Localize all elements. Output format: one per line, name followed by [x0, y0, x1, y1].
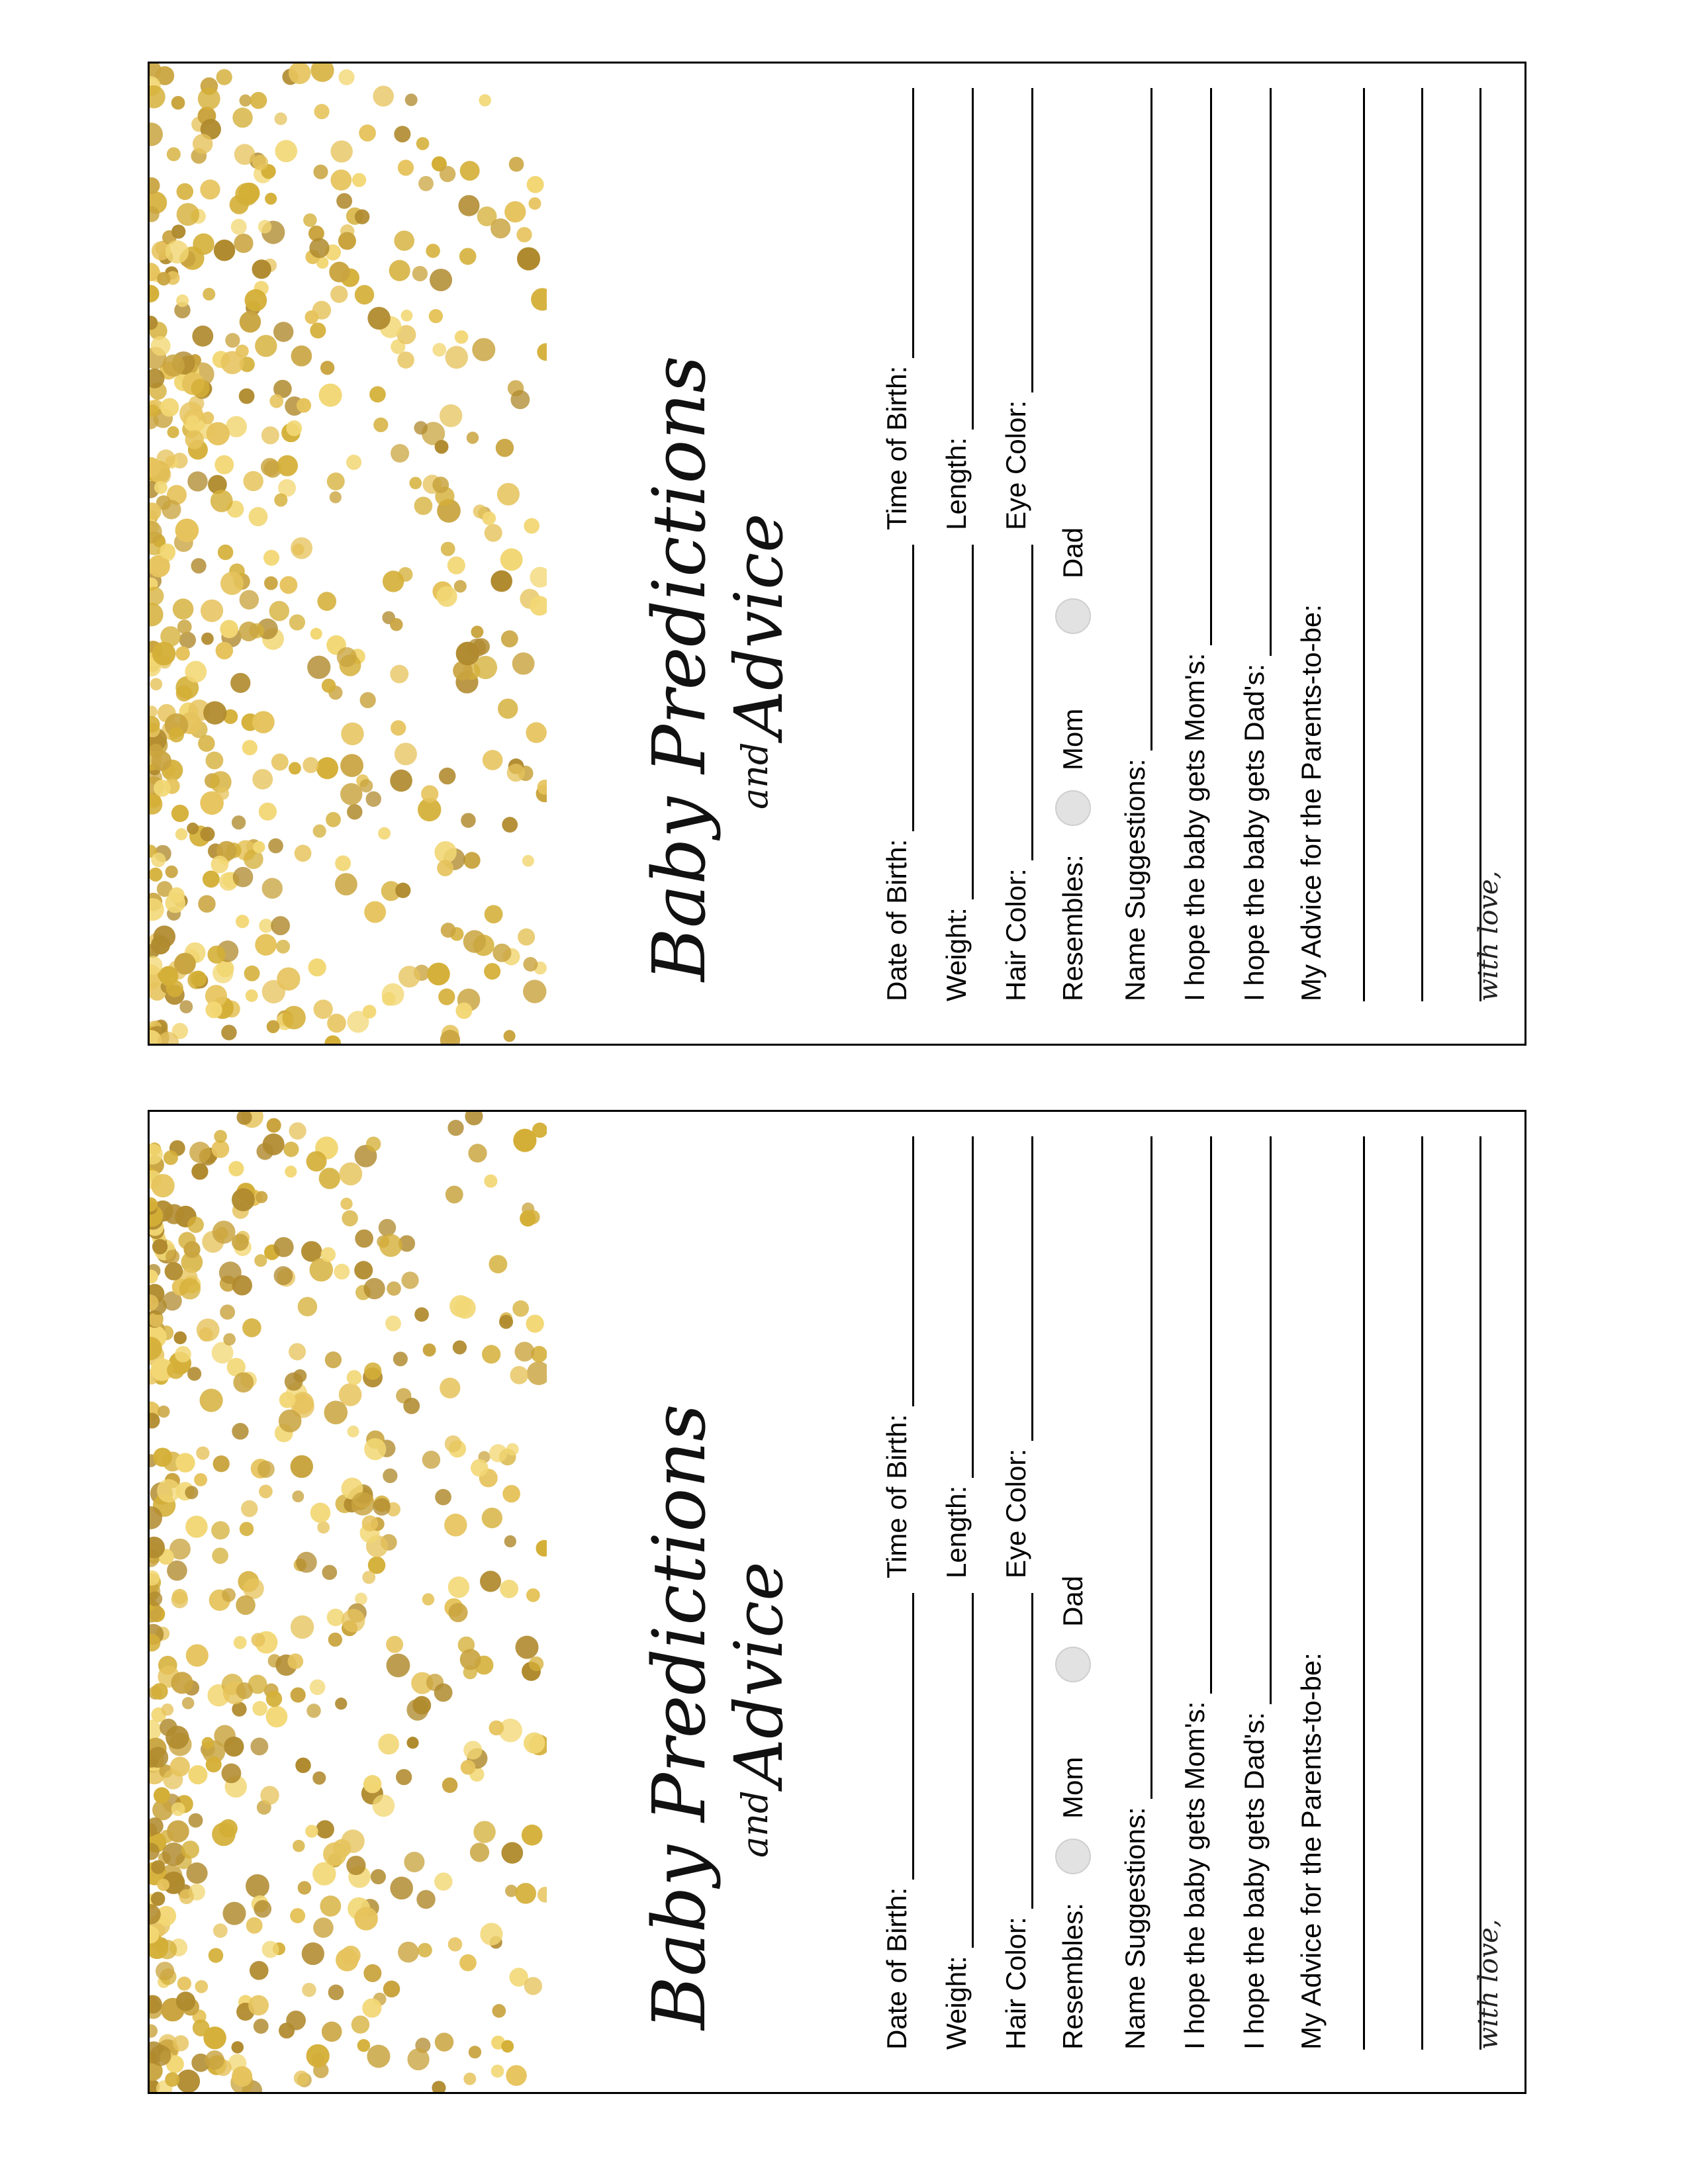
dads-traits-label: I hope the baby gets Dad's: [1239, 663, 1270, 1001]
card-top [148, 62, 1526, 1046]
time-of-birth-label: Time of Birth: [881, 365, 912, 530]
date-of-birth-field[interactable] [874, 1593, 914, 2050]
date-of-birth-label: Date of Birth: [881, 839, 912, 1001]
weight-field[interactable] [934, 545, 974, 1001]
length-label: Length: [941, 1485, 972, 1578]
eye-color-label: Eye Color: [1000, 400, 1031, 530]
advice-line[interactable] [1421, 88, 1423, 1001]
form-title: Baby Predictions [637, 1404, 722, 2030]
moms-traits-field[interactable] [1172, 88, 1212, 1001]
row-advice [1291, 88, 1331, 1001]
subtitle-amp: and [734, 742, 776, 809]
name-suggestions-field[interactable] [1113, 1136, 1152, 2050]
hair-color-field[interactable] [994, 1593, 1033, 2050]
row-advice [1291, 1136, 1331, 2050]
subtitle-text: Advice [720, 1561, 798, 1787]
mom-option-label: Mom [1057, 708, 1088, 770]
advice-line[interactable] [1479, 88, 1481, 1001]
length-field[interactable] [934, 88, 974, 530]
row-resembles [1053, 88, 1093, 1001]
hair-color-field[interactable] [994, 545, 1033, 1001]
hair-color-label: Hair Color: [1000, 1917, 1031, 2050]
row-names [1113, 1136, 1152, 2050]
row-moms [1172, 88, 1212, 1001]
length-field[interactable] [934, 1136, 974, 1578]
dad-radio[interactable] [1055, 598, 1091, 634]
advice-label: My Advice for the Parents-to-be: [1295, 1653, 1327, 2050]
card-bottom [148, 1110, 1526, 2094]
weight-field[interactable] [934, 1593, 974, 2050]
name-suggestions-label: Name Suggestions: [1119, 1807, 1150, 2050]
form-content [150, 64, 1526, 1046]
resembles-dad-option[interactable] [1053, 527, 1093, 634]
date-of-birth-label: Date of Birth: [881, 1887, 912, 2050]
row-birth [874, 88, 914, 1001]
form-subtitle [719, 1130, 796, 1858]
mom-radio[interactable] [1055, 1839, 1091, 1874]
mom-option-label: Mom [1057, 1756, 1088, 1819]
hair-color-label: Hair Color: [1000, 868, 1031, 1001]
row-birth [874, 1136, 914, 2050]
form-content [150, 1112, 1526, 2094]
dads-traits-field[interactable] [1232, 88, 1272, 1001]
time-of-birth-field[interactable] [874, 88, 914, 530]
weight-label: Weight: [941, 907, 972, 1001]
time-of-birth-field[interactable] [874, 1136, 914, 1578]
row-size [934, 88, 974, 1001]
name-suggestions-field[interactable] [1113, 88, 1152, 1001]
resembles-label: Resembles: [1057, 854, 1088, 1001]
resembles-label: Resembles: [1057, 1903, 1088, 2050]
dads-traits-label: I hope the baby gets Dad's: [1239, 1711, 1270, 2050]
moms-traits-field[interactable] [1172, 1136, 1212, 2050]
dad-radio[interactable] [1055, 1647, 1091, 1682]
row-resembles [1053, 1136, 1093, 2050]
signoff-text: with love, [1474, 1919, 1504, 2050]
advice-line[interactable] [1363, 1136, 1365, 2050]
time-of-birth-label: Time of Birth: [881, 1414, 912, 1578]
dads-traits-field[interactable] [1232, 1136, 1272, 2050]
signoff-text: with love, [1474, 870, 1504, 1001]
advice-line[interactable] [1421, 1136, 1423, 2050]
eye-color-label: Eye Color: [1000, 1448, 1031, 1578]
eye-color-field[interactable] [994, 1136, 1033, 1578]
row-moms [1172, 1136, 1212, 2050]
weight-label: Weight: [941, 1956, 972, 2050]
row-colors [994, 1136, 1033, 2050]
date-of-birth-field[interactable] [874, 545, 914, 1001]
row-colors [994, 88, 1033, 1001]
moms-traits-label: I hope the baby gets Mom's: [1179, 653, 1210, 1001]
resembles-mom-option[interactable] [1053, 1757, 1093, 1874]
row-dads [1232, 88, 1272, 1001]
form-title: Baby Predictions [637, 355, 722, 981]
length-label: Length: [941, 437, 972, 530]
row-names [1113, 88, 1152, 1001]
mom-radio[interactable] [1055, 790, 1091, 826]
name-suggestions-label: Name Suggestions: [1119, 758, 1150, 1001]
resembles-mom-option[interactable] [1053, 709, 1093, 826]
row-size [934, 1136, 974, 2050]
subtitle-amp: and [734, 1790, 776, 1858]
dad-option-label: Dad [1057, 1575, 1088, 1627]
row-dads [1232, 1136, 1272, 2050]
form-subtitle [719, 81, 796, 809]
subtitle-text: Advice [720, 513, 798, 739]
eye-color-field[interactable] [994, 88, 1033, 530]
resembles-dad-option[interactable] [1053, 1576, 1093, 1682]
advice-line[interactable] [1479, 1136, 1481, 2050]
advice-label: My Advice for the Parents-to-be: [1295, 604, 1327, 1001]
advice-line[interactable] [1363, 88, 1365, 1001]
dad-option-label: Dad [1057, 527, 1088, 578]
moms-traits-label: I hope the baby gets Mom's: [1179, 1701, 1210, 2050]
